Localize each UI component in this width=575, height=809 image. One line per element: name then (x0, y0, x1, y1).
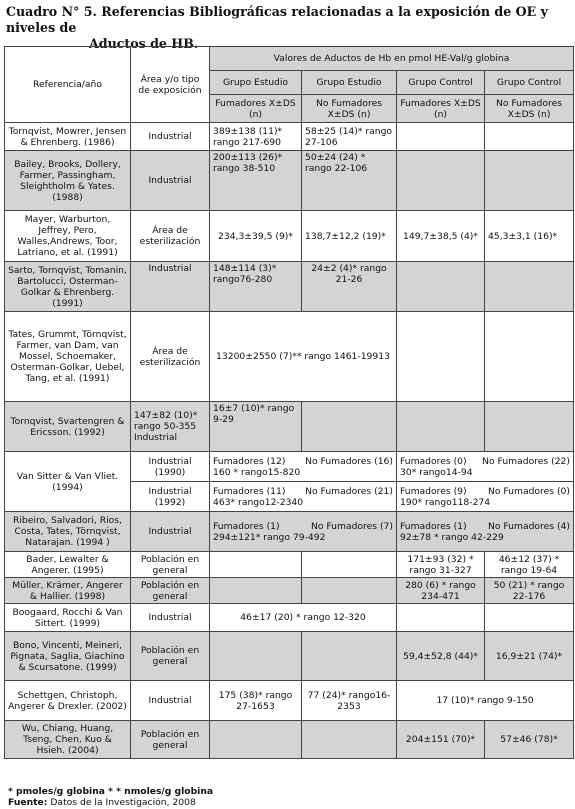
table-cell (302, 402, 397, 452)
table-cell (397, 123, 485, 151)
table-cell-value: 463* rango12-2340 (213, 496, 304, 508)
table-cell (210, 721, 302, 759)
table-cell: 200±113 (26)* rango 38-510 (210, 151, 302, 211)
no-fumadores-label: No Fumadores (4) (487, 520, 570, 532)
table-cell: 13200±2550 (7)** rango 1461-19913 (210, 312, 397, 402)
table-row-ref: Van Sitter & Van Vliet. (1994) (5, 452, 131, 512)
no-fumadores-label: No Fumadores (0) (487, 485, 570, 497)
table-row-ref: Müller, Krämer, Angerer & Hallier. (1998) (5, 578, 131, 604)
table-cell: 175 (38)* rango 27-1653 (210, 681, 302, 721)
table-cell (397, 312, 485, 402)
table-cell: 16,9±21 (74)* (485, 632, 574, 681)
table-row-area: Industrial (1992) (131, 482, 210, 512)
table-footer (8, 786, 213, 808)
no-fumadores-label: No Fumadores (16) (305, 455, 393, 467)
no-fumadores-label: No Fumadores (21) (305, 485, 393, 497)
table-cell (210, 578, 302, 604)
table-cell: 234,3±39,5 (9)* (210, 211, 302, 262)
table-cell (397, 452, 574, 482)
table-cell (485, 262, 574, 312)
table-row-ref: Boogaard, Rocchi & Van Sittert. (1999) (5, 604, 131, 632)
table-cell (485, 402, 574, 452)
table-row-ref: Tornqvist, Svartengren & Ericsson. (1992) (5, 402, 131, 452)
table-cell: 57±46 (78)* (485, 721, 574, 759)
table-cell (210, 632, 302, 681)
table-cell: 50 (21) * rango 22-176 (485, 578, 574, 604)
no-fumadores-label: No Fumadores (7) (310, 520, 393, 532)
table-cell (210, 452, 397, 482)
fumadores-label: Fumadores (0) (400, 455, 467, 467)
table-cell (302, 721, 397, 759)
table-row-ref: Sarto, Tornqvist, Tomanin, Bartolucci, Osterman-Golkar & Ehrenberg. (1991) (5, 262, 131, 312)
title-line-1: Cuadro N° 5. Referencias Bibliográficas relacionadas a la exposición de OE y niveles de (6, 4, 548, 35)
table-cell (397, 402, 485, 452)
table-cell: 59,4±52,8 (44)* (397, 632, 485, 681)
table-row-ref: Tornqvist, Mowrer, Jensen & Ehrenberg. (1986) (5, 123, 131, 151)
table-title (6, 4, 566, 52)
units-note: * pmoles/g globina * * nmoles/g globina (8, 786, 214, 797)
table-cell (302, 578, 397, 604)
table-cell (397, 482, 574, 512)
fumadores-label: Fumadores (1) (400, 520, 467, 532)
table-cell: 138,7±12,2 (19)* (302, 211, 397, 262)
table-cell (397, 262, 485, 312)
table-row-area: Población en general (131, 632, 210, 681)
table-cell-value: 30* rango14-94 (400, 466, 473, 478)
header-group-2: Grupo Estudio (302, 71, 397, 95)
fumadores-label: Fumadores (12) (213, 455, 286, 467)
table-row-area: Industrial (131, 151, 210, 211)
table-cell-value: 160 * rango15-820 (213, 466, 301, 478)
header-group-3: Grupo Control (397, 71, 485, 95)
table-cell: 58±25 (14)* rango 27-106 (302, 123, 397, 151)
header-ref: Referencia/año (5, 47, 131, 123)
table-row-area: Industrial (134, 432, 178, 443)
table-cell (302, 552, 397, 578)
table-cell (210, 552, 302, 578)
fumadores-label: Fumadores (1) (213, 520, 280, 532)
table-row-area: Población en general (131, 721, 210, 759)
table-cell (397, 512, 574, 552)
table-cell (485, 151, 574, 211)
header-sub-2: No Fumadores X±DS (n) (302, 95, 397, 123)
table-cell: 204±151 (70)* (397, 721, 485, 759)
table-row-area: Industrial (131, 262, 210, 312)
table-cell: 149,7±38,5 (4)* (397, 211, 485, 262)
references-table (4, 46, 574, 759)
table-row-area: Industrial (131, 681, 210, 721)
table-cell: 77 (24)* rango16-2353 (302, 681, 397, 721)
table-row-area: Área de esterilización (131, 211, 210, 262)
table-row-area: Industrial (1990) (131, 452, 210, 482)
table-cell: 171±93 (32) * rango 31-327 (397, 552, 485, 578)
table-row-area: Población en general (131, 552, 210, 578)
table-row-ref: Mayer, Warburton, Jeffrey, Pero, Walles,Andrews, Toor, Latriano, et al. (1991) (5, 211, 131, 262)
table-row-ref: Bailey, Brooks, Dollery, Farmer, Passingham, Sleightholm & Yates. (1988) (5, 151, 131, 211)
table-row-ref: Ribeiro, Salvadori, Rios, Costa, Tates, Törnqvist, Natarajan. (1994 ) (5, 512, 131, 552)
table-cell: 389±138 (11)* rango 217-690 (210, 123, 302, 151)
table-cell-value: 92±78 * rango 42-229 (400, 531, 504, 543)
table-row-area: Población en general (131, 578, 210, 604)
table-row-ref: Wu, Chiang, Huang, Tseng, Chen, Kuo & Hsieh. (2004) (5, 721, 131, 759)
table-cell: 17 (10)* rango 9-150 (397, 681, 574, 721)
fumadores-label: Fumadores (11) (213, 485, 286, 497)
table-cell: 24±2 (4)* rango 21-26 (302, 262, 397, 312)
table-cell (485, 312, 574, 402)
table-cell-value: 190* rango118-274 (400, 496, 491, 508)
table-cell (397, 604, 485, 632)
table-cell: 45,3±3,1 (16)* (485, 211, 574, 262)
header-sub-4: No Fumadores X±DS (n) (485, 95, 574, 123)
header-group-1: Grupo Estudio (210, 71, 302, 95)
table-row-ref: Tates, Grummt, Törnqvist, Farmer, van Dam, van Mossel, Schoemaker, Osterman-Golkar, Uebel, Tang, et al. (1991) (5, 312, 131, 402)
table-cell: 46±17 (20) * rango 12-320 (210, 604, 397, 632)
table-row-area: Industrial (131, 123, 210, 151)
fumadores-label: Fumadores (9) (400, 485, 467, 497)
title-line-2: Aductos de HB. (89, 36, 199, 51)
table-cell: 16±7 (10)* rango 9-29 (210, 402, 302, 452)
source-line (8, 797, 213, 808)
header-sub-1: Fumadores X±DS (n) (210, 95, 302, 123)
table-cell: 50±24 (24) * rango 22-106 (302, 151, 397, 211)
table-row-ref: Bono, Vincenti, Meineri, Pignata, Saglia, Giachino & Scursatone. (1999) (5, 632, 131, 681)
source-text: Datos de la Investigación, 2008 (50, 797, 196, 808)
table-cell (210, 512, 397, 552)
table-cell (485, 604, 574, 632)
table-cell-value: 147±82 (10)* rango 50-355 (134, 410, 198, 432)
table-cell: 280 (6) * rango 234-471 (397, 578, 485, 604)
table-cell (131, 402, 210, 452)
header-valores: Valores de Aductos de Hb en pmol HE-Val/g globina (210, 47, 574, 71)
header-group-4: Grupo Control (485, 71, 574, 95)
table-cell (485, 123, 574, 151)
table-cell: 148±114 (3)* rango76-280 (210, 262, 302, 312)
table-cell (302, 632, 397, 681)
table-cell (210, 482, 397, 512)
table-row-area: Industrial (131, 604, 210, 632)
header-area: Área y/o tipo de exposición (131, 47, 210, 123)
source-label: Fuente: (8, 797, 48, 808)
table-cell (397, 151, 485, 211)
table-cell: 46±12 (37) * rango 19-64 (485, 552, 574, 578)
header-sub-3: Fumadores X±DS (n) (397, 95, 485, 123)
table-row-ref: Schettgen, Christoph, Angerer & Drexler. (2002) (5, 681, 131, 721)
no-fumadores-label: No Fumadores (22) (482, 455, 570, 467)
table-cell-value: 294±121* rango 79-492 (213, 531, 326, 543)
table-row-area: Área de esterilización (131, 312, 210, 402)
table-row-area: Industrial (131, 512, 210, 552)
table-row-ref: Bader, Lewalter & Angerer. (1995) (5, 552, 131, 578)
